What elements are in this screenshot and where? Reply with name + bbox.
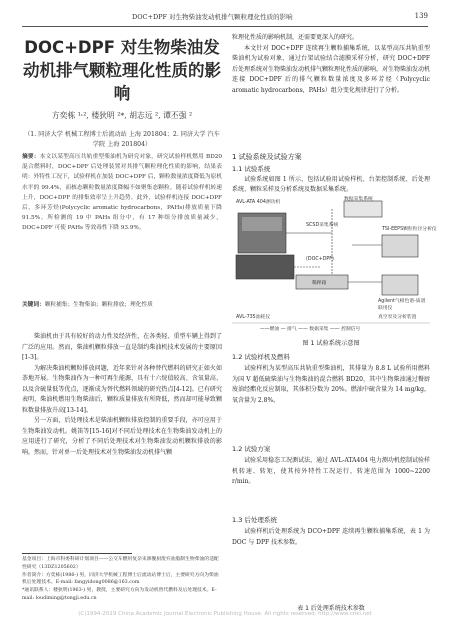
subsection-heading: 1.1 试验系统 bbox=[232, 165, 271, 173]
running-header bbox=[0, 12, 450, 26]
footnote-fund: 基金项目：上海市科委科研计划项目——公交车燃用复杂来源餐厨废弃油脂制生物柴油的适配性研究（13DZ1205602） bbox=[22, 557, 219, 570]
dilution-label: 稀释箱 bbox=[312, 281, 327, 286]
intro-paragraph: 另一方面，后处理技术是柴油机颗粒排放控制的重要手段，亦可应用于生物柴油发动机。姚笛等[15-16]对不同后处理技术在生物柴油发动机上的应用进行了研究，分析了不同后处理技术对生物柴油发动机颗粒排放的影响。然而，针对单一后处理技术对生物柴油发动机排气颗 bbox=[22, 417, 222, 456]
abstract-label: 摘要： bbox=[22, 154, 40, 160]
copyright-footer: (C)1994-2019 China Academic Journal Electronic Publishing House. All rights reserved. http://www.cnki.net bbox=[78, 611, 372, 617]
subsection-heading: 1.3 后处理系统 bbox=[232, 516, 277, 524]
footnote-corresponding: *通讯联系人：楼狄明(1963-) 男，教授，主要研究方向为发动机替代燃料及后处理技术。E-mail: loudiming@tongji.edu.cn bbox=[22, 588, 217, 601]
aftertreatment-paragraph bbox=[232, 527, 430, 548]
page-number: 139 bbox=[414, 12, 428, 20]
engine-paragraph bbox=[232, 364, 430, 406]
scsd-label: SCSD采集系统 bbox=[306, 223, 339, 228]
subsection-heading: 1.2 试验样机及燃料 bbox=[232, 353, 290, 361]
body-paragraph: 试验样机为某型高压共轨重型柴油机，其排量为 8.8 L 试验所用燃料为国 V 超低硫柴油与生物柴油的混合燃料 BD20，其中生物柴油通过餐厨废油经酯化反应制取，其体积分数为 20%。燃油中硫含量为 14 mg/kg，氧含量为 2.8%。 bbox=[232, 365, 430, 404]
pump-label: 真空泵及分析装置 bbox=[378, 315, 417, 320]
aftertreatment-label: (DOC+DPF) bbox=[306, 257, 334, 262]
body-paragraph: 本文针对 DOC+DPF 连续再生颗粒捕集系统，以某型高压共轨重型柴油机为试验对象，通过台架试验结合滤膜采样分析，研究 DOC+DPF 后处理系统对生物柴油发动机排气颗粒理化性质的影响，对生物柴油发动机连接 DOC+DPF 后的排气颗粒数量浓度及多环芳烃（Polycyclic aromatic hydrocarbons，PAHs）组分变化规律进行了分析。 bbox=[232, 44, 431, 94]
article-authors: 方奕栋 ¹˒², 楼狄明 ²*, 胡志远 ², 谭丕强 ² bbox=[51, 111, 193, 120]
daq-label: 数据采集系统 bbox=[344, 197, 373, 202]
body-paragraph: 粒理化性质的影响机制，还需要更深入的研究。 bbox=[232, 34, 359, 41]
introduction bbox=[22, 332, 222, 458]
fuel-meter-label: AVL-735油耗仪 bbox=[236, 315, 271, 320]
table-caption: 表 1 后处理系统技术参数 bbox=[297, 605, 365, 612]
scheme-paragraph bbox=[232, 456, 430, 488]
article-affiliation: （1. 同济大学 机械工程博士后流动站 上海 201804；2. 同济大学 汽车学院 上海 201804） bbox=[24, 131, 220, 148]
body-paragraph: 试验样机后处理系统为 DCO+DPF 连续再生颗粒捕集系统，表 1 为 DOC 与 DPF 技术参数。 bbox=[232, 528, 430, 546]
keywords-text: 颗粒捕集；生物柴油；颗粒排放；理化性质 bbox=[44, 302, 153, 308]
intro-paragraph: 为解决柴油机颗粒排放问题，近年来针对各种替代燃料的研究正如火如荼地开展。生物柴油作为一种可再生能源，具有十六烷值较高、含氧量高、以及含硫量低等优点，逐渐成为替代燃料领域的研究热点[4-12]。已有研究表明，柴油机燃用生物柴油后，颗粒质量排放有所降低，然而却可能导致颗粒数量排放升高[13-14]。 bbox=[22, 364, 222, 414]
running-header-title: DOC+DPF 对生物柴油发动机排气颗粒理化性质的影响 bbox=[132, 13, 293, 21]
right-column-text bbox=[232, 33, 430, 96]
figure-legend: ——燃油 — 排气 —— 数据采集 —— 控制信号 bbox=[260, 327, 361, 332]
dyno-label: AVL-ATA 404测功机 bbox=[236, 200, 281, 205]
gcms-label: Agilent气相色谱-质谱联用仪 bbox=[378, 299, 426, 311]
system-paragraph bbox=[232, 175, 430, 194]
article-title: DOC+DPF 对生物柴油发动机排气颗粒理化性质的影响 bbox=[23, 38, 221, 103]
subsection-heading: 1.2 试验方案 bbox=[232, 445, 271, 453]
figure-caption: 图 1 试验系统示意图 bbox=[302, 340, 360, 347]
footnote-rule bbox=[22, 553, 132, 554]
body-paragraph: 试验系统如图 1 所示，包括试验用试验样机、台架控制系统、后处理系统、颗粒采样及分析系统及数据采集系统。 bbox=[232, 176, 430, 193]
keywords-label: 关键词： bbox=[22, 302, 45, 308]
figure-1-schematic bbox=[232, 195, 437, 333]
header-rule bbox=[22, 26, 428, 27]
eeps-label: TSI-EEPS颗粒粒径分析仪 bbox=[382, 227, 437, 232]
intro-paragraph: 柴油机由于具有较好的动力性及经济性，在各类轻、重型车辆上得到了广泛的应用。然而，柴油机颗粒排放一直是制约柴油机技术发展的主要原因[1-3]。 bbox=[22, 333, 222, 361]
section-heading: 1 试验系统及试验方案 bbox=[232, 153, 302, 161]
keywords bbox=[22, 300, 222, 310]
abstract bbox=[22, 152, 222, 234]
abstract-text: 本文以某型高压共轨重型柴油机为研究对象，研究试验样机燃用 BD20 混合燃料时，DOC+DPF 后处理装置对其排气颗粒理化性质的影响，结果表明：外特性工况下，试验样机在加装 DOC+DPF 后，颗粒数量浓度降低为原机水平的 99.4%，而核态颗粒数量浓度降幅不如聚集态颗粒。随着试验样机转速上升，DOC+DPF 的排集效率呈上升趋势。此外，试验样机连接 DOC+DPF 后，多环芳烃(Polycyclic aromatic hydrocarbons，PAHs)排放质量下降 91.5%。所检测的 19 中 PAHs 组分中，有 17 种组分排放质量减少，DOC+DPF 可使 PAHs 等效毒性下降 93.9%。 bbox=[22, 154, 222, 232]
footnotes bbox=[22, 556, 222, 603]
body-paragraph: 试验采用稳态工况测试法，通过 AVL-ATA404 电力测功机控制试验样机转速、转矩，使其按外特性工况运行，转速范围为 1000~2200 r/min。 bbox=[232, 457, 430, 485]
footnote-author: 作者简介：方奕栋(1986-) 男，同济大学机械工程博士后流动站博士后，主要研究方向为柴油机后处理技术。E-mail: fangyidong0086@163.com bbox=[22, 572, 219, 586]
